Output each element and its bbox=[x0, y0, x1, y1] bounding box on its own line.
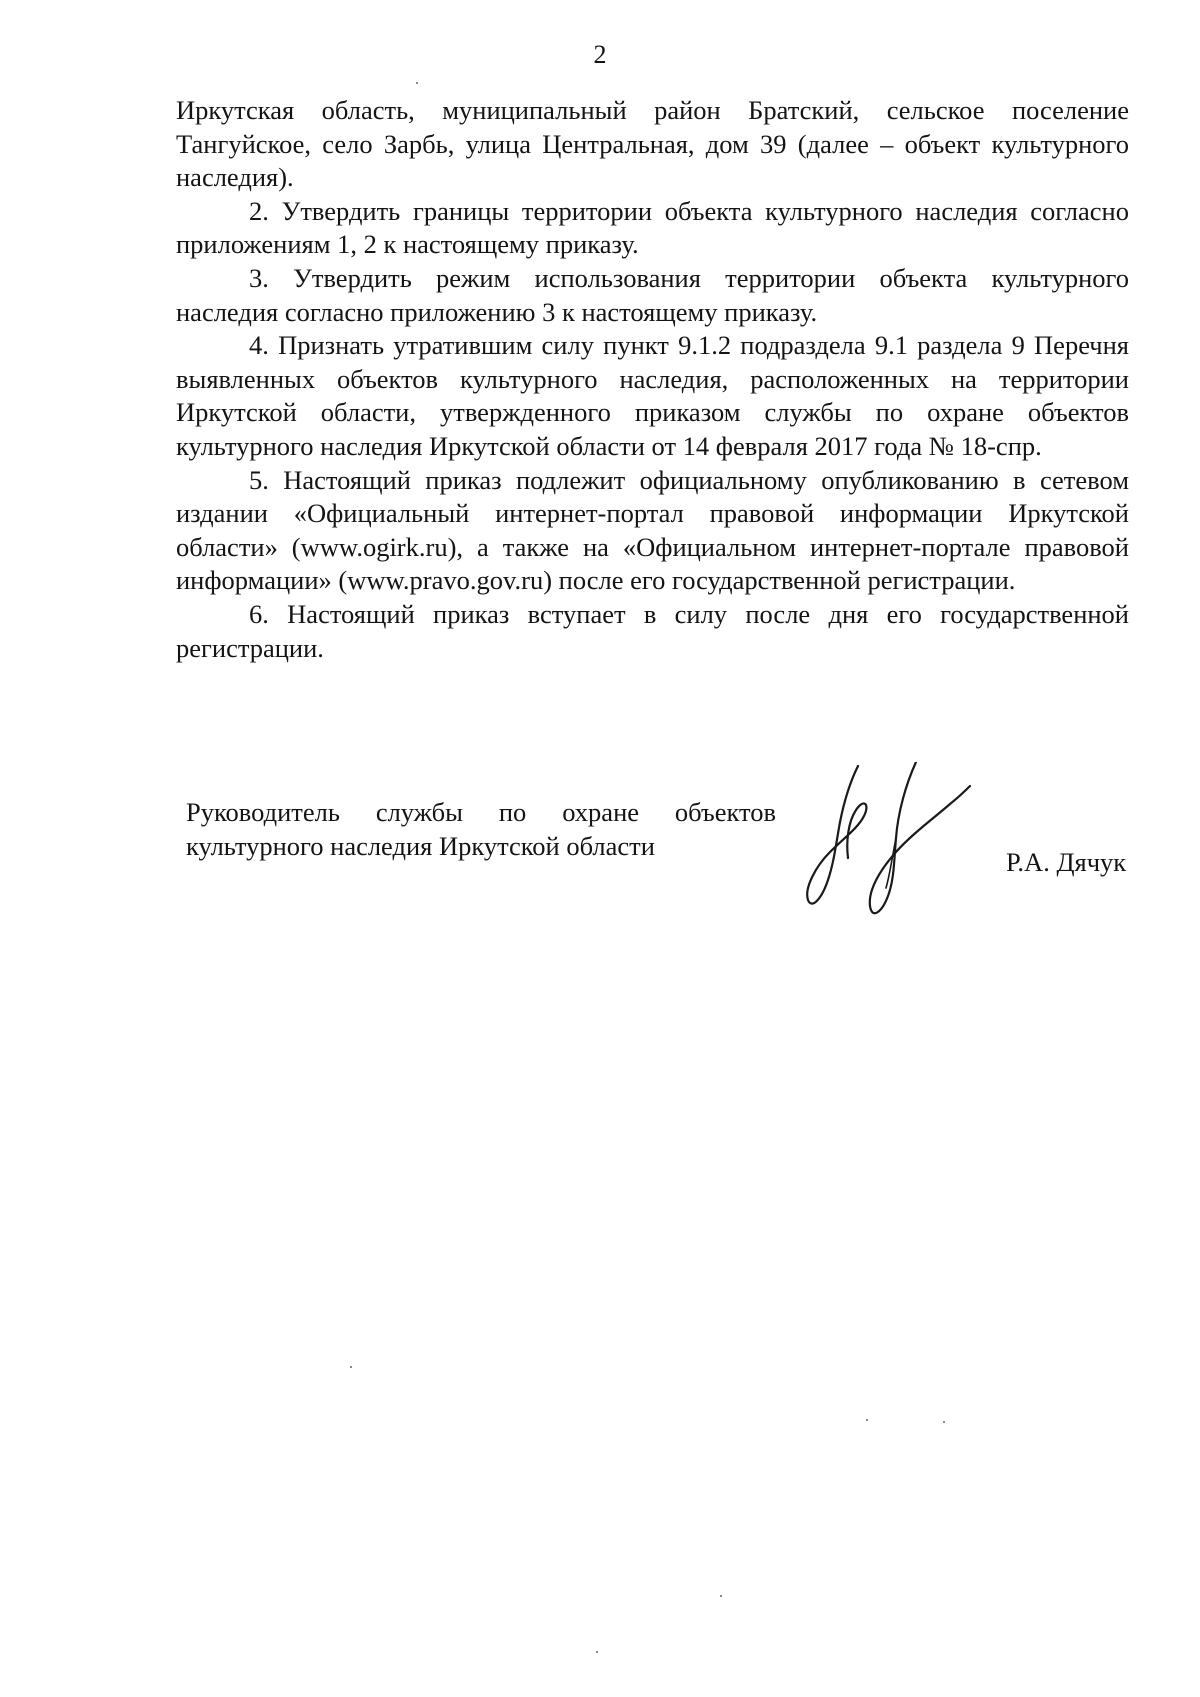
signature-stroke-1 bbox=[807, 766, 866, 904]
signature-block bbox=[186, 796, 1146, 926]
scan-speck bbox=[943, 1421, 945, 1423]
continued-paragraph: Иркутская область, муниципальный район Братский, сельское поселение Тангуйское, село Зарбь, улица Центральная, дом 39 (далее – объект культурного наследия). bbox=[176, 95, 1129, 193]
paragraph-4: 4. Признать утратившим силу пункт 9.1.2 подраздела 9.1 раздела 9 Перечня выявленных объектов культурного наследия, расположенных на территории Иркутской области, утвержденного приказом службы по охране объектов культурного наследия Иркутской области от 14 февраля 2017 года № 18-спр. bbox=[176, 330, 1129, 461]
paragraph-5: 5. Настоящий приказ подлежит официальному опубликованию в сетевом издании «Официальный интернет-портал правовой информации Иркутской области» (www.ogirk.ru), а также на «Официальном интернет-портале правовой информации» (www.pravo.gov.ru) после его государственной регистрации. bbox=[176, 464, 1129, 596]
paragraph-6: 6. Настоящий приказ вступает в силу после дня его государственной регистрации. bbox=[176, 598, 1129, 663]
document-body bbox=[176, 94, 1129, 665]
scan-speck bbox=[416, 82, 418, 84]
paragraph-2: 2. Утвердить границы территории объекта культурного наследия согласно приложениям 1, 2 к настоящему приказу. bbox=[176, 195, 1129, 260]
signer-name: Р.А. Дячук bbox=[1006, 847, 1127, 877]
handwritten-signature bbox=[800, 762, 980, 922]
page-number: 2 bbox=[593, 40, 607, 69]
signer-title bbox=[186, 796, 776, 863]
paragraph-3: 3. Утвердить режим использования территории объекта культурного наследия согласно приложению 3 к настоящему приказу. bbox=[176, 262, 1129, 327]
scan-speck bbox=[596, 1651, 598, 1653]
scan-speck bbox=[720, 1595, 722, 1597]
scan-speck bbox=[350, 1366, 352, 1368]
signature-stroke-2 bbox=[870, 762, 970, 913]
scan-speck bbox=[866, 1419, 868, 1421]
signer-title-line-2: культурного наследия Иркутской области bbox=[186, 830, 655, 861]
signer-title-line-1: Руководитель службы по охране объектов bbox=[186, 797, 776, 827]
